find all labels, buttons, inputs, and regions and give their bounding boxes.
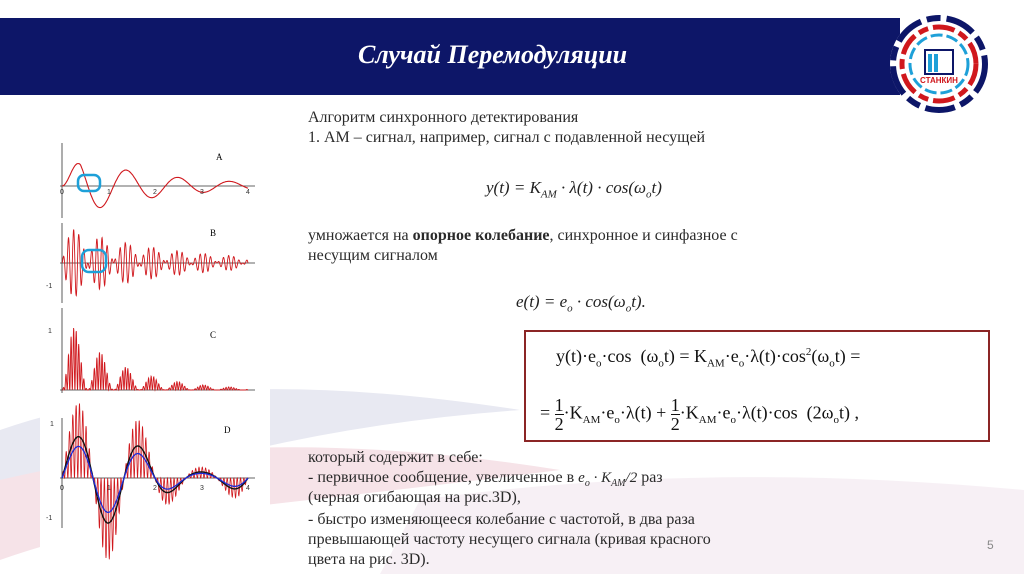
text-reference-oscillation: опорное колебание <box>412 227 550 244</box>
tick-d-3: 3 <box>200 485 204 492</box>
tick-c-y: 1 <box>48 328 52 335</box>
text-bullet-2-line-1: - быстро изменяющееся колебание с частотой, в два раза <box>308 511 695 528</box>
panel-c <box>60 308 255 393</box>
panel-label-d: D <box>224 425 231 435</box>
page-number: 5 <box>987 538 994 552</box>
formula-e: $e(t) = e_o \cdot \cos(\omega_ot)$. <box>516 292 646 315</box>
stankin-logo <box>887 12 991 116</box>
text-bullet-1-pre: - первичное сообщение, увеличенное в <box>308 469 579 486</box>
text-multiply <box>308 226 738 246</box>
tick-d-4: 4 <box>246 485 250 492</box>
tick-a-0: 0 <box>60 189 64 196</box>
panel-label-c: C <box>210 330 217 340</box>
panel-label-b: B <box>210 228 217 238</box>
text-line-1: Алгоритм синхронного детектирования <box>308 109 579 126</box>
tick-a-4: 4 <box>246 189 250 196</box>
text-multiply-after: , синхронное и синфазное с <box>549 227 738 244</box>
tick-d-1: 1 <box>107 485 111 492</box>
text-bullet-2-line-3: цвета на рис. 3D). <box>308 551 430 568</box>
tick-a-2: 2 <box>153 189 157 196</box>
signal-c <box>62 328 248 390</box>
signal-b <box>62 230 248 296</box>
text-line-2: 1. АМ – сигнал, например, сигнал с подавленной несущей <box>308 129 706 146</box>
panel-label-a: A <box>216 152 223 162</box>
logo-text: СТАНКИН <box>920 76 958 85</box>
tick-d-y1: 1 <box>50 421 54 428</box>
boxed-formula-row-2: = $\frac{1}{2}$ $\cdot K_{AM}\cdot e_o\cdot\lambda(t)$ + $\frac{1}{2}$ $\cdot K_{AM}\cdot e_o\cdot\lambda(t)\cdot\cos$ $(2\omega_ot)$ , <box>540 395 860 434</box>
tick-d-2: 2 <box>153 485 157 492</box>
text-bullet-2-line-2: превышающей частоту несущего сигнала (кривая красного <box>308 531 711 548</box>
signal-figure <box>40 128 270 574</box>
boxed-formula-row-1: $y(t)\cdot e_o\cdot\cos$ $(\omega_ot) = K_{AM}\cdot e_o\cdot\lambda(t)\cdot\cos^2(\omega_ot)$ = <box>556 346 861 370</box>
tick-b-y: -1 <box>46 283 53 290</box>
text-bullet-1-post: раз <box>637 469 663 486</box>
tick-d-0: 0 <box>60 485 64 492</box>
axis <box>60 143 255 218</box>
panel-b <box>60 223 255 303</box>
signal-d-red <box>62 404 248 560</box>
text-bullet-1: - первичное сообщение, увеличенное в $e_o \cdot K_{AM}/2$ раз <box>308 469 663 489</box>
text-bullet-1-line-2: (черная огибающая на рис.3D), <box>308 489 521 506</box>
text-multiply-before: умножается на <box>308 227 413 244</box>
axis <box>60 308 255 393</box>
signal-a <box>62 164 248 208</box>
highlight-b <box>82 250 106 272</box>
tick-a-3: 3 <box>200 189 204 196</box>
tick-a-1: 1 <box>107 189 111 196</box>
panel-a <box>60 143 255 218</box>
tick-d-y2: -1 <box>46 515 53 522</box>
text-multiply-2: несущим сигналом <box>308 247 438 264</box>
slide-title: Случай Перемодуляции <box>358 40 628 69</box>
formula-y: $y(t) = K_{AM} \cdot \lambda(t) \cdot \cos(\omega_ot)$ <box>486 178 662 201</box>
text-contains: который содержит в себе: <box>308 449 483 466</box>
